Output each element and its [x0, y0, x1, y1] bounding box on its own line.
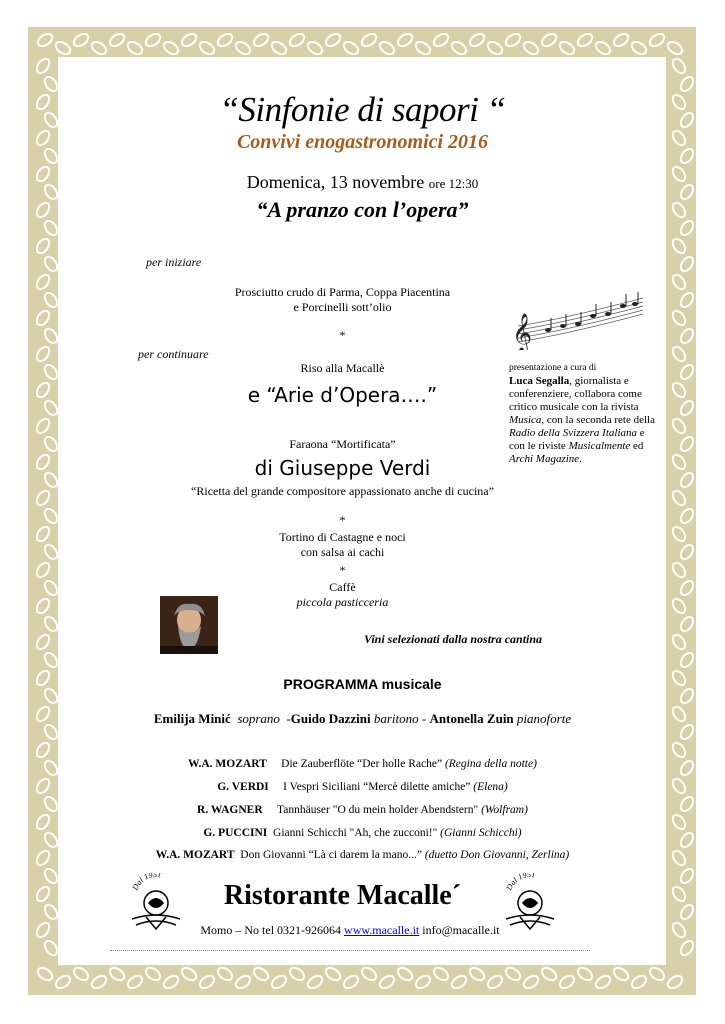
- program-row: [60, 781, 665, 793]
- caffe: [170, 580, 515, 610]
- email: info@macalle.it: [419, 923, 500, 937]
- tortino-line-2: con salsa ai cachi: [300, 545, 385, 559]
- program-row: [60, 827, 665, 839]
- program-row: [60, 804, 665, 816]
- vini: Vini selezionati dalla nostra cantina: [364, 632, 543, 646]
- character: (Gianni Schicchi): [440, 827, 522, 839]
- piece: I Vespri Siciliani “Mercè dilette amiche”: [283, 781, 471, 793]
- footer-divider: [110, 950, 590, 951]
- magazine-musica: Musica: [509, 414, 542, 426]
- caffe-line: Caffè: [329, 580, 356, 594]
- svg-text:Dal 1951: Dal 1951: [130, 873, 162, 892]
- tortino: [170, 530, 515, 560]
- time-text: ore 12:30: [428, 176, 479, 191]
- performers: [60, 711, 665, 727]
- date-text: Domenica, 13 novembre: [246, 172, 425, 192]
- separator: *: [339, 513, 346, 527]
- website-link[interactable]: www.macalle.it: [344, 923, 420, 937]
- character: (duetto Don Giovanni, Zerlina): [424, 849, 570, 861]
- composer: W.A. MOZART: [188, 758, 267, 770]
- bio-text: e con le riviste: [509, 427, 645, 452]
- antipasto: [170, 285, 515, 315]
- label-per-continuare: per continuare: [138, 347, 209, 361]
- pasticceria-line: piccola pasticceria: [296, 595, 389, 609]
- risotto: Riso alla Macallè: [300, 361, 385, 375]
- event-date: [60, 172, 665, 193]
- presenter-name: Luca Segalla: [509, 375, 570, 387]
- subtitle: Convivi enogastronomici 2016: [236, 131, 489, 153]
- character: (Wolfram): [481, 804, 528, 816]
- performer-3-role: pianoforte: [516, 711, 572, 726]
- radio-name: Radio della Svizzera Italiana: [509, 427, 638, 439]
- presenter-intro: presentazione a cura di: [509, 363, 597, 373]
- character: (Regina della notte): [444, 758, 537, 770]
- character: (Elena): [473, 781, 508, 793]
- bio-text: , con la seconda rete della: [541, 414, 655, 426]
- separator: *: [339, 563, 346, 577]
- restaurant-name: Ristorante Macalle´: [223, 880, 462, 911]
- event-title: “A pranzo con l’opera”: [256, 197, 469, 222]
- presenter-bio: [509, 362, 659, 466]
- antipasto-line-1: Prosciutto crudo di Parma, Coppa Piacentina: [234, 285, 451, 299]
- label-per-iniziare: per iniziare: [146, 255, 202, 269]
- piece: Tannhäuser "O du mein holder Abendstern": [277, 804, 479, 816]
- bio-text: ed: [630, 440, 644, 452]
- performer-1-name: Emilija Minić: [153, 711, 231, 726]
- tortino-line-1: Tortino di Castagne e noci: [279, 530, 406, 544]
- performer-2-name: Guido Dazzini: [290, 711, 371, 726]
- antipasto-line-2: e Porcinelli sott’olio: [293, 300, 392, 314]
- composer: G. PUCCINI: [203, 827, 268, 839]
- composer: G. VERDI: [217, 781, 269, 793]
- bio-text: .: [579, 453, 582, 465]
- magazine-archi: Archi Magazine: [509, 453, 580, 465]
- piece: Don Giovanni “Là ci darem la mano...”: [240, 849, 422, 861]
- program-row: [60, 849, 665, 861]
- verdi-heading: di Giuseppe Verdi: [254, 456, 431, 480]
- program-row: [60, 758, 665, 770]
- composer: R. WAGNER: [197, 804, 263, 816]
- piece: Die Zauberflöte “Der holle Rache”: [281, 758, 443, 770]
- verdi-portrait: [160, 596, 218, 654]
- piece: Gianni Schicchi "Ah, che zucconi!": [273, 827, 438, 839]
- composer: W.A. MOZART: [155, 849, 235, 861]
- separator: *: [339, 328, 346, 342]
- arie-opera: e “Arie d’Opera….”: [247, 383, 438, 407]
- treble-clef-icon: [508, 288, 648, 350]
- portrait-image: [160, 596, 218, 654]
- faraona: Faraona “Mortificata”: [289, 437, 396, 451]
- performer-1-role: soprano: [237, 711, 280, 726]
- svg-text:Dal 1951: Dal 1951: [504, 873, 536, 892]
- performer-3-name: Antonella Zuin: [429, 711, 514, 726]
- dash: -: [418, 711, 430, 726]
- ricetta: “Ricetta del grande compositore appassionato anche di cucina”: [191, 484, 494, 498]
- contact-line: [150, 923, 550, 938]
- bio-text: , giornalista e conferenziere, collabora come critico musicale con la rivista: [509, 375, 642, 413]
- dash: -: [286, 711, 291, 726]
- magazine-musicalmente: Musicalmente: [568, 440, 631, 452]
- address: Momo – No tel 0321-926064: [200, 923, 345, 937]
- svg-text:𝄞: 𝄞: [512, 313, 533, 350]
- music-notes-image: [508, 288, 648, 350]
- performer-2-role: baritono: [373, 711, 419, 726]
- page-title: “Sinfonie di sapori “: [219, 90, 506, 129]
- program-heading: PROGRAMMA musicale: [283, 676, 442, 692]
